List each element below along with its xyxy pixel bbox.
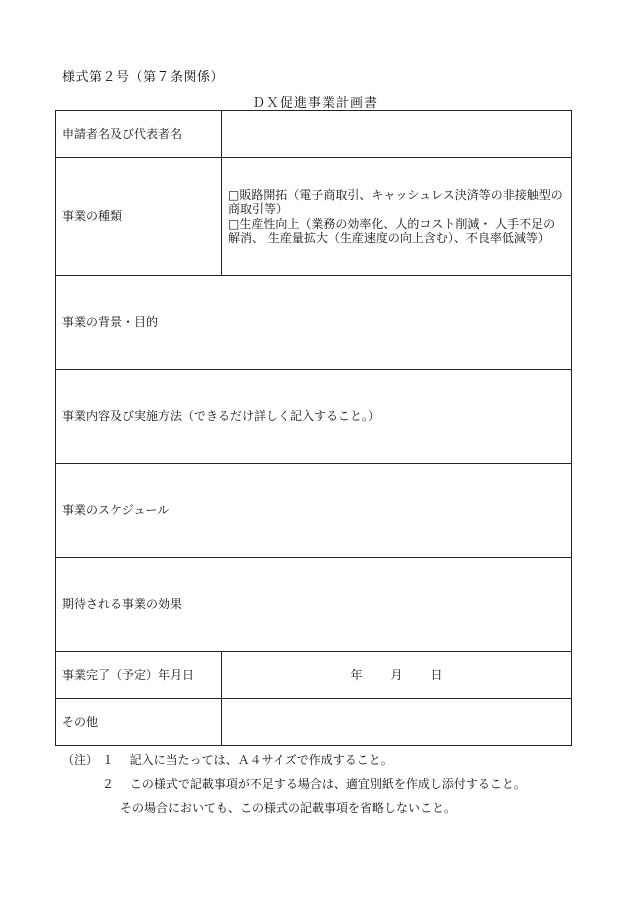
background-row: [56, 276, 572, 370]
note-2-text: この様式で記載事項が不足する場合は、適宜別紙を作成し添付すること。: [129, 777, 526, 791]
method-row: [56, 370, 572, 464]
note-1: [62, 748, 526, 772]
applicant-input[interactable]: [222, 111, 572, 158]
completion-label: 事業完了（予定）年月日: [56, 652, 222, 699]
document-title: ＤＸ促進事業計画書: [251, 96, 378, 111]
completion-date-field[interactable]: [222, 652, 572, 699]
background-label: 事業の背景・目的: [62, 315, 159, 330]
plan-table: [55, 110, 572, 746]
background-field[interactable]: [56, 276, 572, 370]
month-label: 月: [390, 667, 403, 682]
note-2-number: ２: [102, 777, 115, 791]
year-label: 年: [350, 667, 363, 682]
note-2: [62, 772, 526, 796]
effect-field[interactable]: [56, 558, 572, 652]
note-1-text: 記入に当たっては、Ａ４サイズで作成すること。: [129, 753, 393, 767]
applicant-label: 申請者名及び代表者名: [56, 111, 222, 158]
business-type-label: 事業の種類: [56, 158, 222, 276]
schedule-row: [56, 464, 572, 558]
business-type-row: [56, 158, 572, 276]
applicant-row: [56, 111, 572, 158]
effect-label: 期待される事業の効果: [62, 597, 183, 612]
other-row: [56, 699, 572, 746]
note-prefix: （注）: [62, 753, 99, 767]
business-type-option-productivity[interactable]: □生産性向上（業務の効率化、人的コスト削減・ 人手不足の解消、 生産量拡大（生産速度の向上含む）、不良率低減等）: [228, 216, 556, 245]
note-1-number: １: [101, 753, 114, 767]
day-label: 日: [430, 667, 443, 682]
schedule-label: 事業のスケジュール: [62, 503, 170, 518]
business-type-option-sales[interactable]: □販路開拓（電子商取引、キャッシュレス決済等の非接触型の商取引等）: [228, 187, 563, 217]
other-input[interactable]: [222, 699, 572, 746]
business-type-options: [222, 158, 572, 276]
completion-row: [56, 652, 572, 699]
method-field[interactable]: [56, 370, 572, 464]
form-number: 様式第２号（第７条関係）: [62, 70, 225, 85]
schedule-field[interactable]: [56, 464, 572, 558]
other-label: その他: [56, 699, 222, 746]
notes: [62, 748, 526, 820]
effect-row: [56, 558, 572, 652]
method-label: 事業内容及び実施方法（できるだけ詳しく記入すること。）: [62, 409, 381, 424]
note-2-continuation: その場合においても、この様式の記載事項を省略しないこと。: [120, 801, 457, 815]
